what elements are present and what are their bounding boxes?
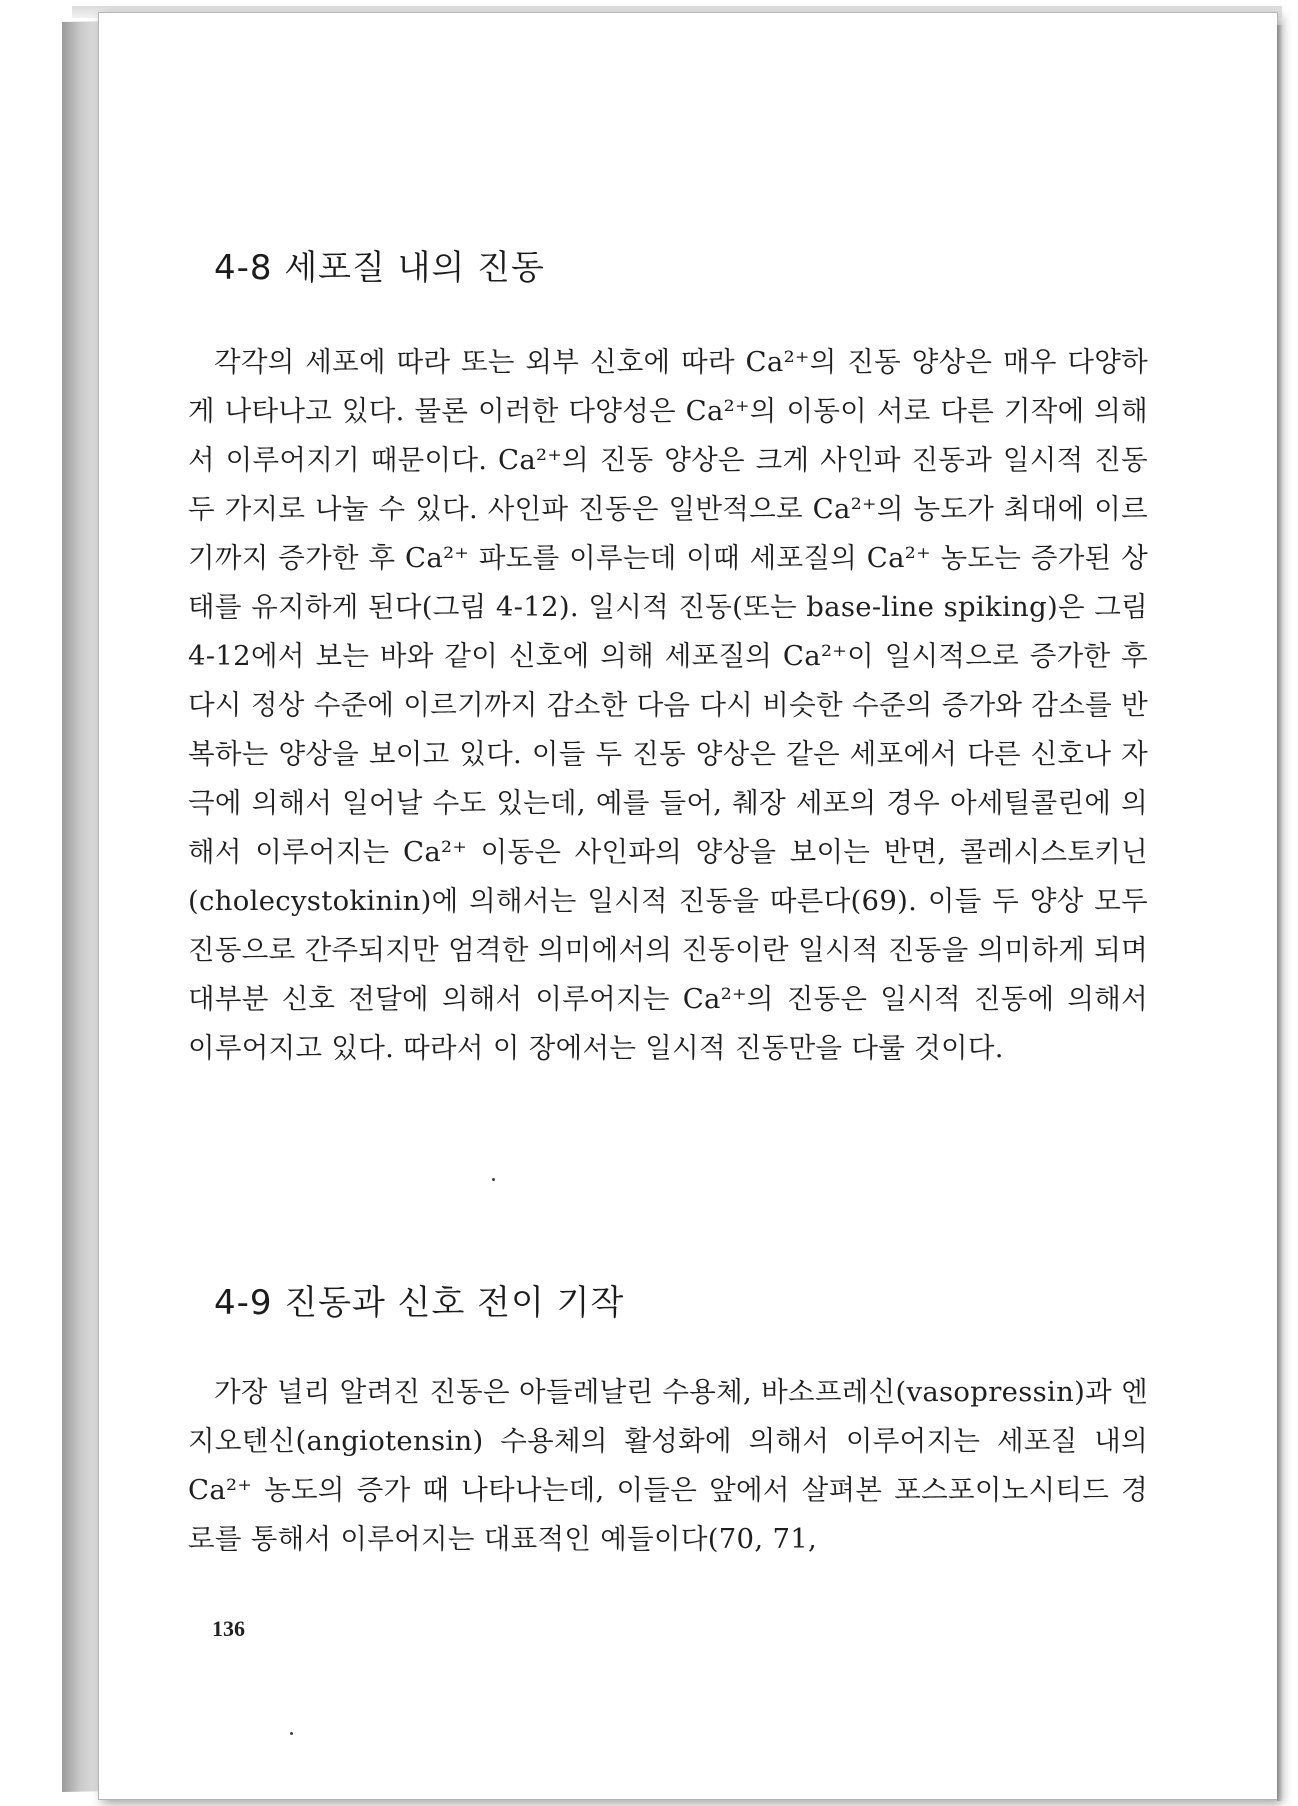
ink-speck: [492, 1178, 495, 1181]
section-4-9-paragraph: 가장 널리 알려진 진동은 아들레날린 수용체, 바소프레신(vasopressin)과 엔지오텐신(angiotensin) 수용체의 활성화에 의해서 이루어지는 세포질 내의 Ca²⁺ 농도의 증가 때 나타나는데, 이들은 앞에서 살펴본 포스포이노시티드 경로를 통해서 이루어지는 대표적인 예들이다(70, 71,: [188, 1376, 1148, 1555]
page-number: 136: [212, 1616, 245, 1641]
ink-speck: [290, 1732, 293, 1735]
section-4-8-paragraph: 각각의 세포에 따라 또는 외부 신호에 따라 Ca²⁺의 진동 양상은 매우 다양하게 나타나고 있다. 물론 이러한 다양성은 Ca²⁺의 이동이 서로 다른 기작에 의해서 이루어지기 때문이다. Ca²⁺의 진동 양상은 크게 사인파 진동과 일시적 진동 두 가지로 나눌 수 있다. 사인파 진동은 일반적으로 Ca²⁺의 농도가 최대에 이르기까지 증가한 후 Ca²⁺ 파도를 이루는데 이때 세포질의 Ca²⁺ 농도는 증가된 상태를 유지하게 된다(그림 4-12). 일시적 진동(또는 base-line spiking)은 그림 4-12에서 보는 바와 같이 신호에 의해 세포질의 Ca²⁺이 일시적으로 증가한 후 다시 정상 수준에 이르기까지 감소한 다음 다시 비슷한 수준의 증가와 감소를 반복하는 양상을 보이고 있다. 이들 두 진동 양상은 같은 세포에서 다른 신호나 자극에 의해서 일어날 수도 있는데, 예를 들어, 췌장 세포의 경우 아세틸콜린에 의해서 이루어지는 Ca²⁺ 이동은 사인파의 양상을 보이는 반면, 콜레시스토키닌(cholecystokinin)에 의해서는 일시적 진동을 따른다(69). 이들 두 양상 모두 진동으로 간주되지만 엄격한 의미에서의 진동이란 일시적 진동을 의미하게 되며 대부분 신호 전달에 의해서 이루어지는 Ca²⁺의 진동은 일시적 진동에 의해서 이루어지고 있다. 따라서 이 장에서는 일시적 진동만을 다룰 것이다.: [188, 346, 1148, 1064]
section-heading-4-9: 4-9 진동과 신호 전이 기작: [214, 1283, 625, 1323]
book-spine-edge: [62, 21, 102, 1792]
section-heading-4-8: 4-8 세포질 내의 진동: [214, 248, 545, 288]
page-shadow: [1277, 25, 1283, 1801]
